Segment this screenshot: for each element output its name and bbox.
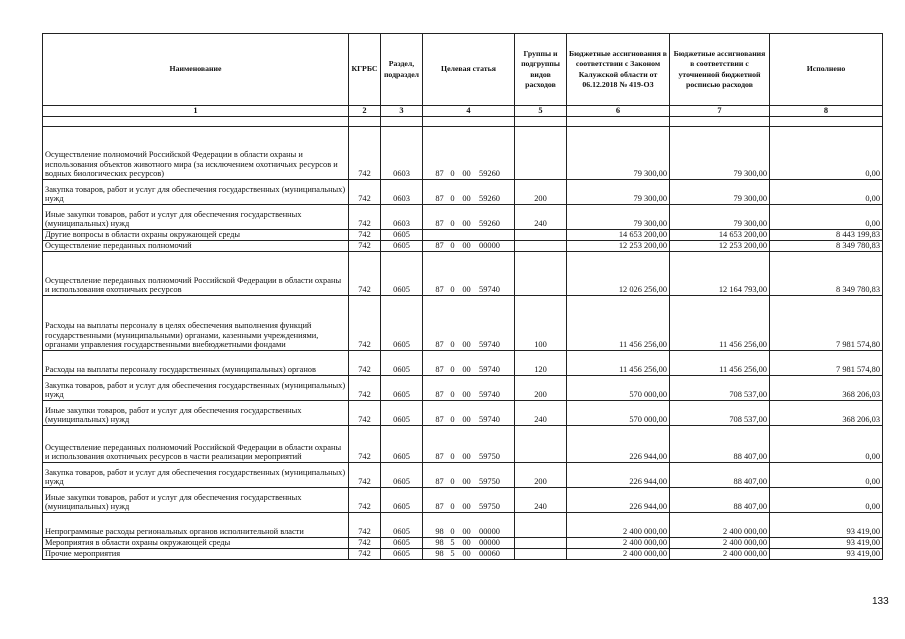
cell-name: Иные закупки товаров, работ и услуг для обеспечения государственных (муниципальных) нужд [43,401,349,426]
cell-target [423,538,515,549]
page-number: 133 [872,596,889,607]
cell-budget-law: 11 456 256,00 [567,351,670,376]
cell-target [423,351,515,376]
target-code-part: 00 [462,365,471,375]
cell-target [423,296,515,351]
target-code-part: 59260 [479,169,500,179]
column-number: 7 [670,106,770,117]
cell-expense-group [515,426,567,463]
table-row [43,488,883,513]
table-row [43,463,883,488]
cell-executed: 93 419,00 [770,549,883,560]
cell-name: Закупка товаров, работ и услуг для обеспечения государственных (муниципальных) нужд [43,463,349,488]
cell-target [423,241,515,252]
cell-name: Иные закупки товаров, работ и услуг для обеспечения государственных (муниципальных) нужд [43,205,349,230]
target-code-part: 0 [450,194,455,204]
budget-table [42,33,883,560]
cell-executed: 93 419,00 [770,538,883,549]
target-code-part: 00 [462,285,471,295]
target-code-part: 00 [462,527,471,537]
cell-budget-refined: 88 407,00 [670,426,770,463]
cell-budget-law: 570 000,00 [567,401,670,426]
target-code-part: 0 [450,502,455,512]
cell-budget-law: 2 400 000,00 [567,549,670,560]
cell-executed: 8 349 780,83 [770,252,883,296]
header-expense-group: Группы и подгруппы видов расходов [515,34,567,106]
cell-expense-group: 200 [515,180,567,205]
target-code-part: 59740 [479,285,500,295]
target-code-part: 00 [462,452,471,462]
target-code-part: 59740 [479,390,500,400]
cell-section: 0603 [381,180,423,205]
target-code-part: 0 [450,527,455,537]
target-code-part: 59750 [479,477,500,487]
target-code-part: 00000 [479,527,500,537]
target-code-part: 00 [462,415,471,425]
cell-budget-refined: 708 537,00 [670,376,770,401]
cell-section: 0605 [381,549,423,560]
cell-expense-group: 100 [515,296,567,351]
target-code-part: 00000 [479,241,500,251]
cell-budget-law: 12 253 200,00 [567,241,670,252]
target-code-part: 00000 [479,538,500,548]
table-row [43,296,883,351]
table-row [43,376,883,401]
cell-budget-refined: 11 456 256,00 [670,296,770,351]
column-number: 6 [567,106,670,117]
cell-expense-group: 200 [515,376,567,401]
column-number: 5 [515,106,567,117]
target-code-part: 87 [435,169,444,179]
cell-expense-group [515,241,567,252]
cell-name: Осуществление переданных полномочий Российской Федерации в области охраны и использования охотничьих ресурсов [43,252,349,296]
cell-executed: 368 206,03 [770,376,883,401]
cell-target [423,180,515,205]
cell-target [423,376,515,401]
cell-executed: 0,00 [770,180,883,205]
cell-kgrbs: 742 [349,513,381,538]
cell-budget-law: 226 944,00 [567,426,670,463]
cell-kgrbs: 742 [349,463,381,488]
table-row [43,241,883,252]
table-row [43,351,883,376]
target-code-part: 00 [462,549,471,559]
cell-section: 0605 [381,351,423,376]
table-row [43,180,883,205]
header-target: Целевая статья [423,34,515,106]
cell-kgrbs: 742 [349,205,381,230]
cell-expense-group [515,230,567,241]
header-name: Наименование [43,34,349,106]
target-code-part: 00 [462,477,471,487]
target-code-part: 00 [462,194,471,204]
cell-budget-law: 79 300,00 [567,127,670,180]
target-code-part: 87 [435,477,444,487]
target-code-part: 00 [462,538,471,548]
cell-expense-group: 120 [515,351,567,376]
cell-budget-refined: 2 400 000,00 [670,549,770,560]
target-code-part: 0 [450,477,455,487]
cell-section: 0605 [381,513,423,538]
cell-section: 0603 [381,205,423,230]
cell-budget-refined: 88 407,00 [670,463,770,488]
cell-budget-refined: 88 407,00 [670,488,770,513]
cell-name: Расходы на выплаты персоналу в целях обеспечения выполнения функций государственными (муниципальными) органами, казенными учреждениями, органами управления государственными внебюджетными фондами [43,296,349,351]
cell-section: 0605 [381,241,423,252]
cell-expense-group [515,538,567,549]
target-code-part: 87 [435,340,444,350]
cell-target [423,426,515,463]
target-code-part: 5 [450,538,455,548]
cell-budget-refined: 708 537,00 [670,401,770,426]
target-code-part: 87 [435,415,444,425]
column-number: 1 [43,106,349,117]
cell-budget-refined: 12 253 200,00 [670,241,770,252]
cell-budget-refined: 79 300,00 [670,180,770,205]
target-code-part: 87 [435,194,444,204]
cell-executed: 0,00 [770,426,883,463]
target-code-part: 0 [450,415,455,425]
cell-target [423,205,515,230]
cell-section: 0603 [381,127,423,180]
cell-budget-law: 12 026 256,00 [567,252,670,296]
target-code-part: 5 [450,549,455,559]
cell-executed: 7 981 574,80 [770,351,883,376]
spacer-row [43,117,883,127]
table-row [43,513,883,538]
header-kgrbs: КГРБС [349,34,381,106]
cell-target [423,463,515,488]
target-code-part: 87 [435,390,444,400]
target-code-part: 0 [450,241,455,251]
target-code-part: 0 [450,169,455,179]
cell-kgrbs: 742 [349,401,381,426]
cell-section: 0605 [381,463,423,488]
header-section: Раздел, подраздел [381,34,423,106]
table-row [43,205,883,230]
target-code-part: 00 [462,219,471,229]
cell-budget-law: 226 944,00 [567,463,670,488]
cell-name: Осуществление переданных полномочий Российской Федерации в области охраны и использования охотничьих ресурсов в части реализации мероприятий [43,426,349,463]
cell-target [423,549,515,560]
cell-target [423,513,515,538]
cell-budget-law: 79 300,00 [567,205,670,230]
cell-budget-law: 2 400 000,00 [567,513,670,538]
header-executed: Исполнено [770,34,883,106]
cell-name: Другие вопросы в области охраны окружающей среды [43,230,349,241]
cell-budget-law: 226 944,00 [567,488,670,513]
cell-expense-group: 240 [515,401,567,426]
target-code-part: 00 [462,241,471,251]
target-code-part: 59750 [479,502,500,512]
target-code-part: 87 [435,285,444,295]
target-code-part: 59740 [479,340,500,350]
table-row [43,401,883,426]
target-code-part: 87 [435,452,444,462]
cell-executed: 368 206,03 [770,401,883,426]
cell-target [423,252,515,296]
target-code-part: 87 [435,241,444,251]
header-budget-refined: Бюджетные ассигнования в соответствии с уточненной бюджетной росписью расходов [670,34,770,106]
cell-kgrbs: 742 [349,488,381,513]
cell-expense-group: 200 [515,463,567,488]
cell-kgrbs: 742 [349,351,381,376]
cell-executed: 7 981 574,80 [770,296,883,351]
cell-executed: 8 349 780,83 [770,241,883,252]
cell-expense-group [515,127,567,180]
cell-budget-law: 11 456 256,00 [567,296,670,351]
target-code-part: 98 [435,549,444,559]
target-code-part: 00 [462,340,471,350]
cell-kgrbs: 742 [349,426,381,463]
target-code-part: 0 [450,452,455,462]
table-row [43,549,883,560]
target-code-part: 98 [435,538,444,548]
cell-budget-refined: 2 400 000,00 [670,538,770,549]
cell-budget-law: 14 653 200,00 [567,230,670,241]
cell-kgrbs: 742 [349,376,381,401]
target-code-part: 59750 [479,452,500,462]
cell-target [423,488,515,513]
target-code-part: 0 [450,219,455,229]
cell-name: Закупка товаров, работ и услуг для обеспечения государственных (муниципальных) нужд [43,180,349,205]
target-code-part: 00 [462,169,471,179]
cell-budget-refined: 14 653 200,00 [670,230,770,241]
cell-name: Непрограммные расходы региональных органов исполнительной власти [43,513,349,538]
target-code-part: 87 [435,502,444,512]
cell-target [423,127,515,180]
cell-expense-group [515,549,567,560]
cell-budget-refined: 12 164 793,00 [670,252,770,296]
cell-section: 0605 [381,230,423,241]
cell-name: Осуществление переданных полномочий [43,241,349,252]
header-budget-law: Бюджетные ассигнования в соответствии с Законом Калужской области от 06.12.2018 № 419-ОЗ [567,34,670,106]
target-code-part: 59260 [479,194,500,204]
cell-name: Расходы на выплаты персоналу государственных (муниципальных) органов [43,351,349,376]
target-code-part: 0 [450,285,455,295]
cell-name: Мероприятия в области охраны окружающей среды [43,538,349,549]
cell-expense-group: 240 [515,488,567,513]
cell-expense-group: 240 [515,205,567,230]
target-code-part: 00 [462,390,471,400]
cell-name: Иные закупки товаров, работ и услуг для обеспечения государственных (муниципальных) нужд [43,488,349,513]
cell-name: Прочие мероприятия [43,549,349,560]
cell-executed: 0,00 [770,488,883,513]
table-body [43,127,883,560]
cell-section: 0605 [381,376,423,401]
table-row [43,252,883,296]
cell-section: 0605 [381,426,423,463]
cell-executed: 93 419,00 [770,513,883,538]
cell-budget-law: 2 400 000,00 [567,538,670,549]
cell-kgrbs: 742 [349,180,381,205]
cell-kgrbs: 742 [349,549,381,560]
target-code-part: 98 [435,527,444,537]
cell-budget-law: 570 000,00 [567,376,670,401]
cell-section: 0605 [381,296,423,351]
cell-kgrbs: 742 [349,127,381,180]
target-code-part: 59740 [479,365,500,375]
cell-expense-group [515,513,567,538]
cell-name: Осуществление полномочий Российской Федерации в области охраны и использования объектов животного мира (за исключением охотничьих ресурсов и водных биологических ресурсов) [43,127,349,180]
cell-kgrbs: 742 [349,296,381,351]
cell-executed: 0,00 [770,205,883,230]
column-number: 3 [381,106,423,117]
cell-section: 0605 [381,538,423,549]
cell-executed: 8 443 199,83 [770,230,883,241]
cell-budget-law: 79 300,00 [567,180,670,205]
cell-budget-refined: 79 300,00 [670,205,770,230]
column-number: 2 [349,106,381,117]
target-code-part: 59260 [479,219,500,229]
cell-section: 0605 [381,488,423,513]
table-row [43,230,883,241]
cell-budget-refined: 2 400 000,00 [670,513,770,538]
cell-kgrbs: 742 [349,538,381,549]
cell-executed: 0,00 [770,463,883,488]
table-row [43,426,883,463]
target-code-part: 0 [450,340,455,350]
target-code-part: 87 [435,219,444,229]
target-code-part: 00 [462,502,471,512]
cell-kgrbs: 742 [349,230,381,241]
cell-kgrbs: 742 [349,241,381,252]
target-code-part: 00060 [479,549,500,559]
cell-kgrbs: 742 [349,252,381,296]
table-row [43,127,883,180]
cell-target [423,401,515,426]
cell-budget-refined: 79 300,00 [670,127,770,180]
header-row [43,34,883,106]
column-number: 8 [770,106,883,117]
cell-target [423,230,515,241]
cell-expense-group [515,252,567,296]
target-code-part: 0 [450,365,455,375]
cell-section: 0605 [381,252,423,296]
target-code-part: 0 [450,390,455,400]
cell-name: Закупка товаров, работ и услуг для обеспечения государственных (муниципальных) нужд [43,376,349,401]
target-code-part: 59740 [479,415,500,425]
table-row [43,538,883,549]
target-code-part: 87 [435,365,444,375]
cell-budget-refined: 11 456 256,00 [670,351,770,376]
column-number: 4 [423,106,515,117]
cell-executed: 0,00 [770,127,883,180]
cell-section: 0605 [381,401,423,426]
column-number-row [43,106,883,117]
